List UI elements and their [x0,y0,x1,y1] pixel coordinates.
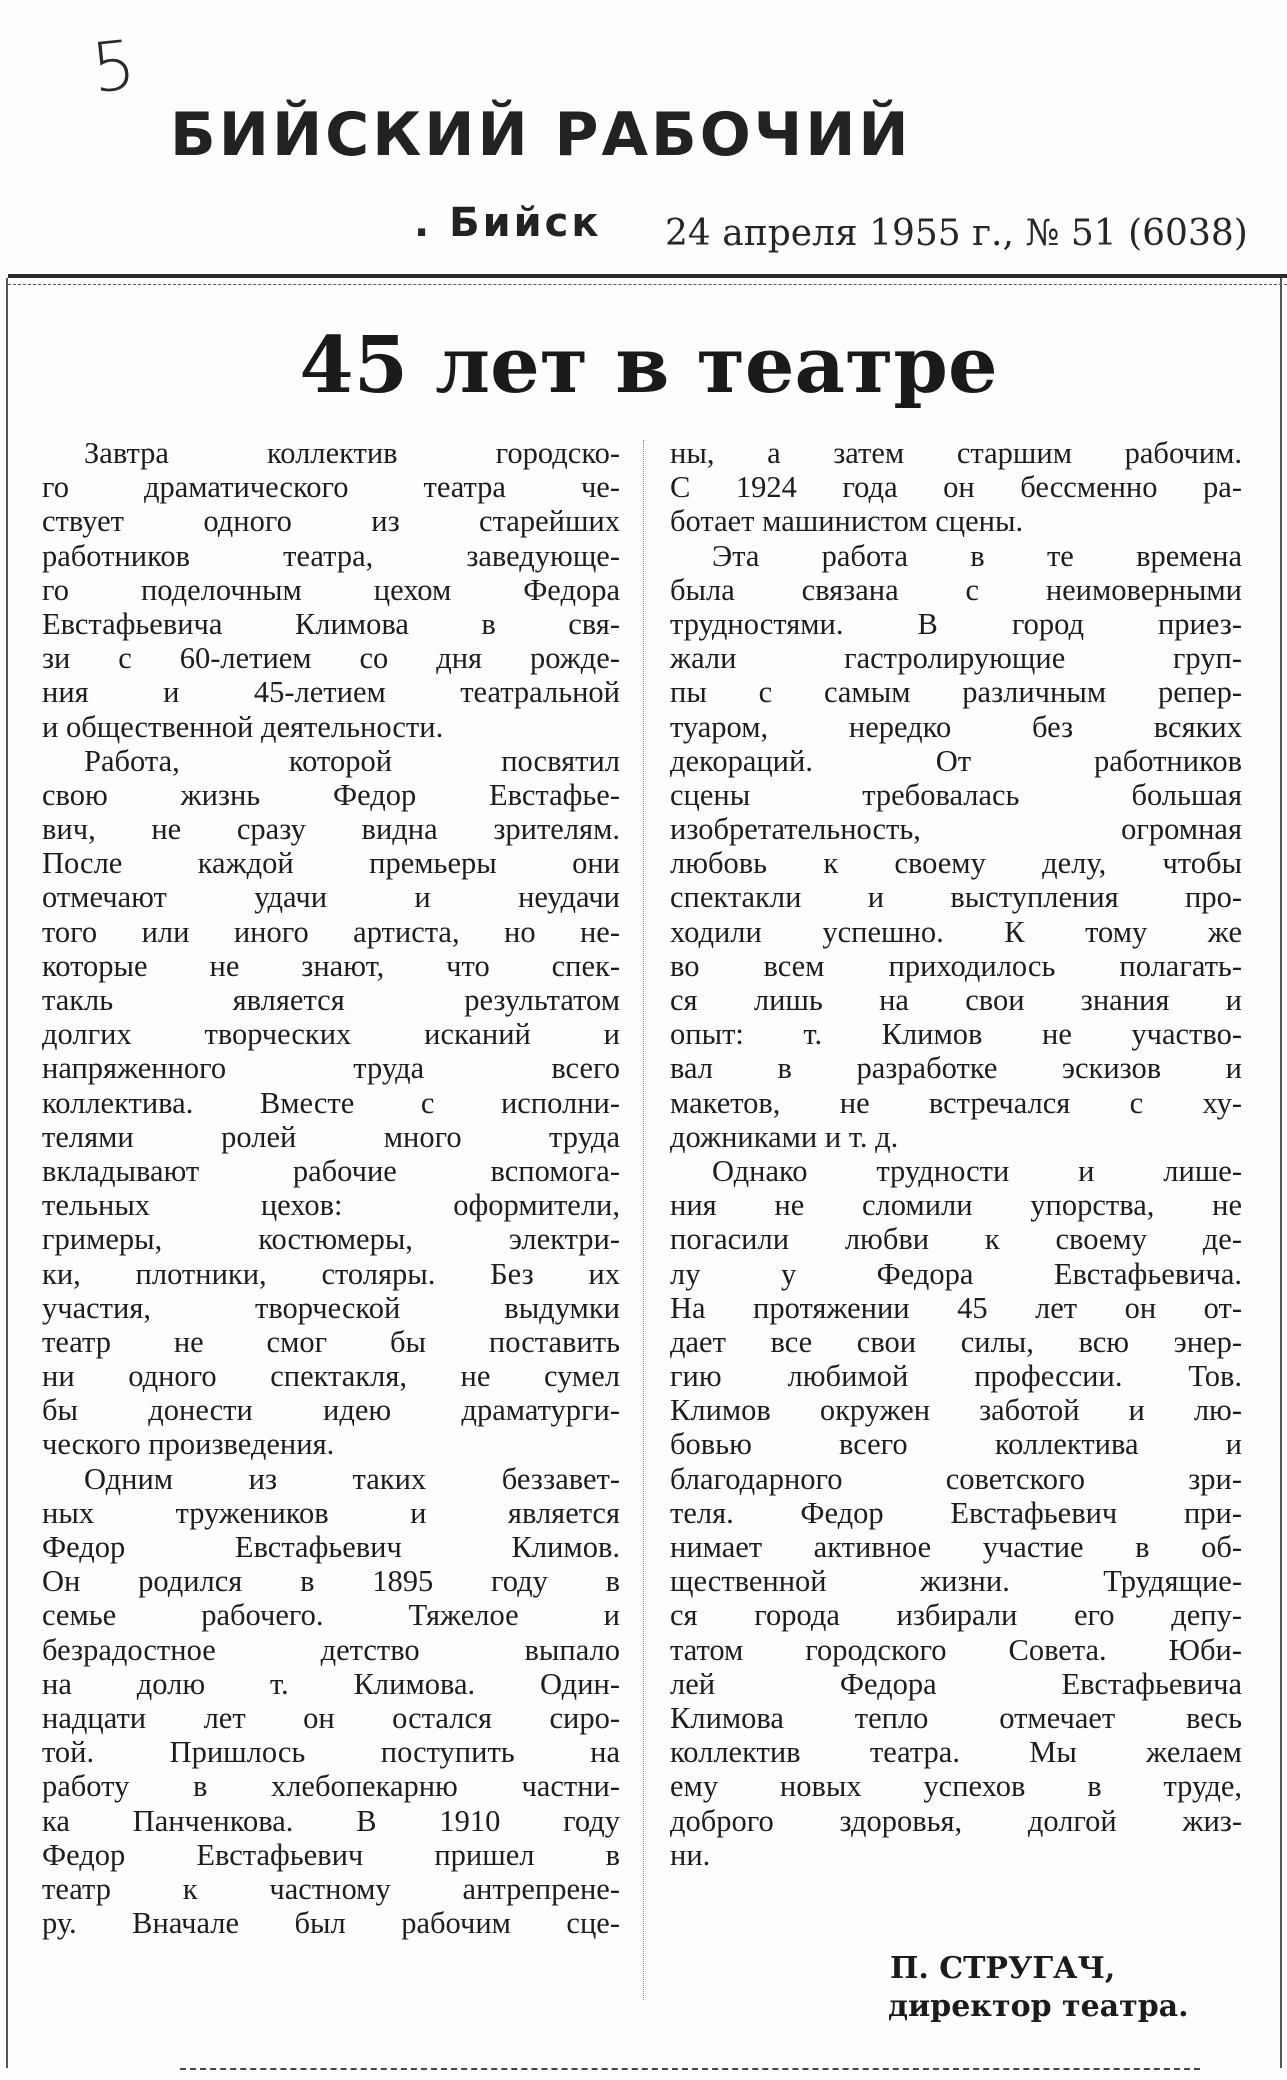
article-text-line: Евстафьевича Климова в свя- [42,606,620,641]
article-text-line: Эта работа в те времена [712,538,1242,573]
article-text-line: ни одного спектакля, не сумел [42,1359,620,1394]
article-headline: 45 лет в театре [299,320,998,411]
article-text-line: той. Пришлось поступить на [42,1735,620,1770]
column-divider [643,440,644,2000]
article-text-line: теля. Федор Евстафьевич при- [670,1495,1242,1530]
article-text-line: доброго здоровья, долгой жиз- [670,1803,1242,1838]
article-text-line: ки, плотники, столяры. Без их [42,1256,620,1291]
article-text-line: вал в разработке эскизов и [670,1051,1242,1086]
bottom-rule [180,2068,1200,2070]
article-text-line: семье рабочего. Тяжелое и [42,1598,620,1633]
article-right-column [670,436,1242,1872]
article-text-line: трудностями. В город приез- [670,606,1242,641]
article-text-line: гримеры, костюмеры, электри- [42,1222,620,1257]
article-text-line: спектакли и выступления про- [670,880,1242,915]
article-text-line: декораций. От работников [670,743,1242,778]
article-text-line: работу в хлебопекарню частни- [42,1769,620,1804]
article-text-line: ствует одного из старейших [42,504,620,539]
article-text-line: Федор Евстафьевич пришел в [42,1837,620,1872]
article-text-line: изобретательность, огромная [670,812,1242,847]
article-text-line: и общественной деятельности. [42,709,444,744]
newspaper-title: БИЙСКИЙ РАБОЧИЙ [170,100,912,170]
clipping-right-border [1280,278,1282,2068]
article-text-line: ных тружеников и является [42,1495,620,1530]
article-text-line: театр к частному антрепрене- [42,1871,620,1906]
article-text-line: работников театра, заведующе- [42,538,620,573]
article-text-line: вкладывают рабочие вспомога- [42,1153,620,1188]
article-text-line: Однако трудности и лише- [712,1153,1242,1188]
article-text-line: ни. [670,1837,711,1872]
clipping-left-border [6,278,8,2068]
article-text-line: лей Федора Евстафьевича [670,1666,1242,1701]
article-text-line: театр не смог бы поставить [42,1324,620,1359]
article-text-line: Завтра коллектив городско- [84,436,620,470]
article-text-line: вич, не сразу видна зрителям. [42,812,620,847]
article-text-line: Федор Евстафьевич Климов. [42,1530,620,1564]
article-text-line: надцати лет он остался сиро- [42,1700,620,1735]
article-text-line: зи с 60-летием со дня рожде- [42,641,620,676]
article-text-line: го драматического театра че- [42,470,620,505]
article-text-line: дожниками и т. д. [670,1119,899,1154]
article-text-line: На протяжении 45 лет он от- [670,1290,1242,1325]
article-text-line: ся города избирали его депу- [670,1598,1242,1633]
article-text-line: лу у Федора Евстафьевича. [670,1256,1242,1291]
newspaper-city: . Бийск [414,200,602,246]
article-text-line: которые не знают, что спек- [42,948,620,983]
article-text-line: телями ролей много труда [42,1119,620,1154]
handwritten-page-number: 5 [87,25,140,110]
article-text-line: С 1924 года он бессменно ра- [670,470,1242,505]
masthead-rule-dashed [8,284,1287,285]
article-text-line: Климова тепло отмечает весь [670,1700,1242,1735]
article-text-line: щественной жизни. Трудящие- [670,1564,1242,1599]
article-signature [890,1950,1189,2026]
article-text-line: туаром, нередко без всяких [670,709,1242,744]
article-text-line: опыт: т. Климов не участво- [670,1017,1242,1052]
article-text-line: любовь к своему делу, чтобы [670,846,1242,881]
article-text-line: Климов окружен заботой и лю- [670,1393,1242,1428]
article-text-line: на долю т. Климова. Один- [42,1666,620,1701]
article-text-line: того или иного артиста, но не- [42,914,620,949]
article-text-line: отмечают удачи и неудачи [42,880,620,915]
article-text-line: Работа, которой посвятил [84,743,620,778]
article-text-line: татом городского Совета. Юби- [670,1632,1242,1667]
article-text-line: такль является результатом [42,983,620,1017]
article-text-line: нимает активное участие в об- [670,1530,1242,1564]
article-text-line: участия, творческой выдумки [42,1290,620,1325]
article-text-line: После каждой премьеры они [42,846,620,881]
article-text-line: коллектива. Вместе с исполни- [42,1085,620,1120]
article-text-line: ческого произведения. [42,1427,335,1462]
article-text-line: ния не сломили упорства, не [670,1188,1242,1223]
article-text-line: дает все свои силы, всю энер- [670,1324,1242,1359]
article-text-line: коллектив театра. Мы желаем [670,1735,1242,1770]
article-text-line: была связана с неимоверными [670,572,1242,607]
author-name: П. СТРУГАЧ, [890,1951,1116,1986]
article-text-line: тельных цехов: оформители, [42,1188,620,1223]
article-text-line: ему новых успехов в труде, [670,1769,1242,1804]
article-text-line: бы донести идею драматурги- [42,1393,620,1428]
article-text-line: го поделочным цехом Федора [42,572,620,607]
article-text-line: Он родился в 1895 году в [42,1564,620,1599]
masthead-rule [8,274,1287,278]
article-text-line: благодарного советского зри- [670,1461,1242,1496]
article-text-line: бовью всего коллектива и [670,1427,1242,1462]
article-text-line: во всем приходилось полагать- [670,948,1242,983]
article-text-line: ру. Вначале был рабочим сце- [42,1906,620,1941]
author-title: директор театра. [888,1989,1189,2024]
article-text-line: сцены требовалась большая [670,777,1242,812]
article-text-line: ботает машинистом сцены. [670,504,1024,539]
article-text-line: ся лишь на свои знания и [670,983,1242,1017]
article-text-line: макетов, не встречался с ху- [670,1085,1242,1120]
article-text-line: ходили успешно. К тому же [670,914,1242,949]
article-text-line: напряженного труда всего [42,1051,620,1086]
article-text-line: долгих творческих исканий и [42,1017,620,1052]
article-text-line: гию любимой профессии. Тов. [670,1359,1242,1394]
article-text-line: безрадостное детство выпало [42,1632,620,1667]
article-text-line: свою жизнь Федор Евстафье- [42,777,620,812]
article-text-line: ка Панченкова. В 1910 году [42,1803,620,1838]
article-text-line: жали гастролирующие груп- [670,641,1242,676]
article-text-line: Одним из таких беззавет- [84,1461,620,1496]
article-text-line: ны, а затем старшим рабочим. [670,436,1242,470]
article-text-line: ния и 45-летием театральной [42,675,620,710]
issue-date-number: 24 апреля 1955 г., № 51 (6038) [665,213,1248,254]
article-left-column [42,436,620,1940]
article-text-line: погасили любви к своему де- [670,1222,1242,1257]
article-text-line: пы с самым различным репер- [670,675,1242,710]
